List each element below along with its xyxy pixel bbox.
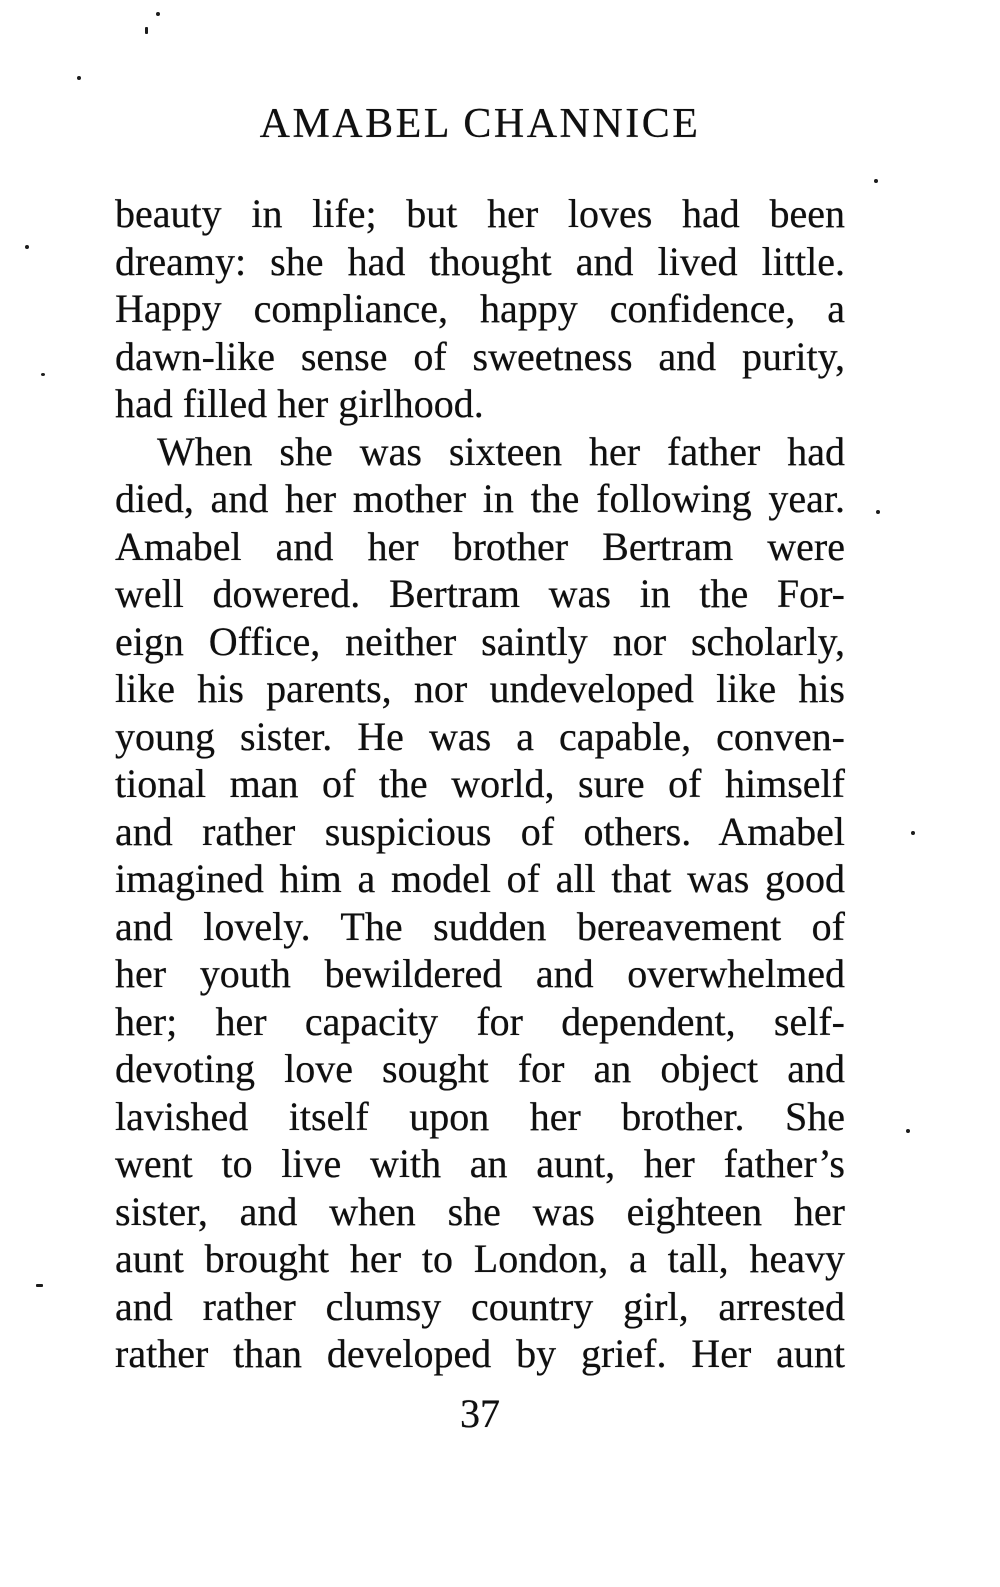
running-header: AMABEL CHANNICE bbox=[259, 101, 701, 147]
text-line: like his parents, nor undeveloped like his bbox=[115, 666, 845, 711]
text-line: and rather clumsy country girl, arrested bbox=[115, 1283, 845, 1329]
scan-speck bbox=[25, 245, 29, 249]
text-line: devoting love sought for an object and bbox=[115, 1046, 845, 1091]
scan-speck bbox=[911, 831, 915, 835]
text-line: dawn-like sense of sweetness and purity, bbox=[115, 333, 845, 379]
text-line: had filled her girlhood. bbox=[115, 381, 484, 426]
text-line: and rather suspicious of others. Amabel bbox=[115, 808, 845, 854]
text-line: died, and her mother in the following year. bbox=[115, 476, 845, 521]
text-line: and lovely. The sudden bereavement of bbox=[115, 903, 845, 949]
scan-speck bbox=[145, 27, 148, 34]
text-line: When she was sixteen her father had bbox=[157, 428, 845, 474]
text-line: Happy compliance, happy confidence, a bbox=[115, 286, 845, 331]
text-line: lavished itself upon her brother. She bbox=[115, 1093, 845, 1139]
text-line: beauty in life; but her loves had been bbox=[115, 191, 845, 236]
scan-speck bbox=[156, 12, 160, 16]
text-line: went to live with an aunt, her father’s bbox=[115, 1141, 845, 1186]
text-line: tional man of the world, sure of himself bbox=[115, 761, 845, 806]
page-number: 37 bbox=[460, 1391, 500, 1436]
scan-speck bbox=[36, 1284, 43, 1287]
text-line: young sister. He was a capable, conven- bbox=[115, 713, 845, 759]
text-line: sister, and when she was eighteen her bbox=[115, 1188, 845, 1234]
text-line: well dowered. Bertram was in the For- bbox=[115, 571, 845, 616]
text-line: rather than developed by grief. Her aunt bbox=[115, 1331, 845, 1376]
scan-speck bbox=[41, 373, 45, 376]
scan-speck bbox=[77, 76, 81, 80]
text-line: dreamy: she had thought and lived little. bbox=[115, 238, 845, 284]
body-text bbox=[115, 190, 845, 1378]
scan-speck bbox=[874, 179, 878, 183]
text-line: her youth bewildered and overwhelmed bbox=[115, 951, 845, 996]
text-line: eign Office, neither saintly nor scholarly, bbox=[115, 618, 845, 664]
text-line: Amabel and her brother Bertram were bbox=[115, 523, 845, 569]
text-line: aunt brought her to London, a tall, heavy bbox=[115, 1236, 845, 1281]
text-line: imagined him a model of all that was good bbox=[115, 856, 845, 901]
scan-speck bbox=[876, 510, 880, 514]
text-line: her; her capacity for dependent, self- bbox=[115, 998, 845, 1044]
scan-speck bbox=[906, 1129, 910, 1133]
